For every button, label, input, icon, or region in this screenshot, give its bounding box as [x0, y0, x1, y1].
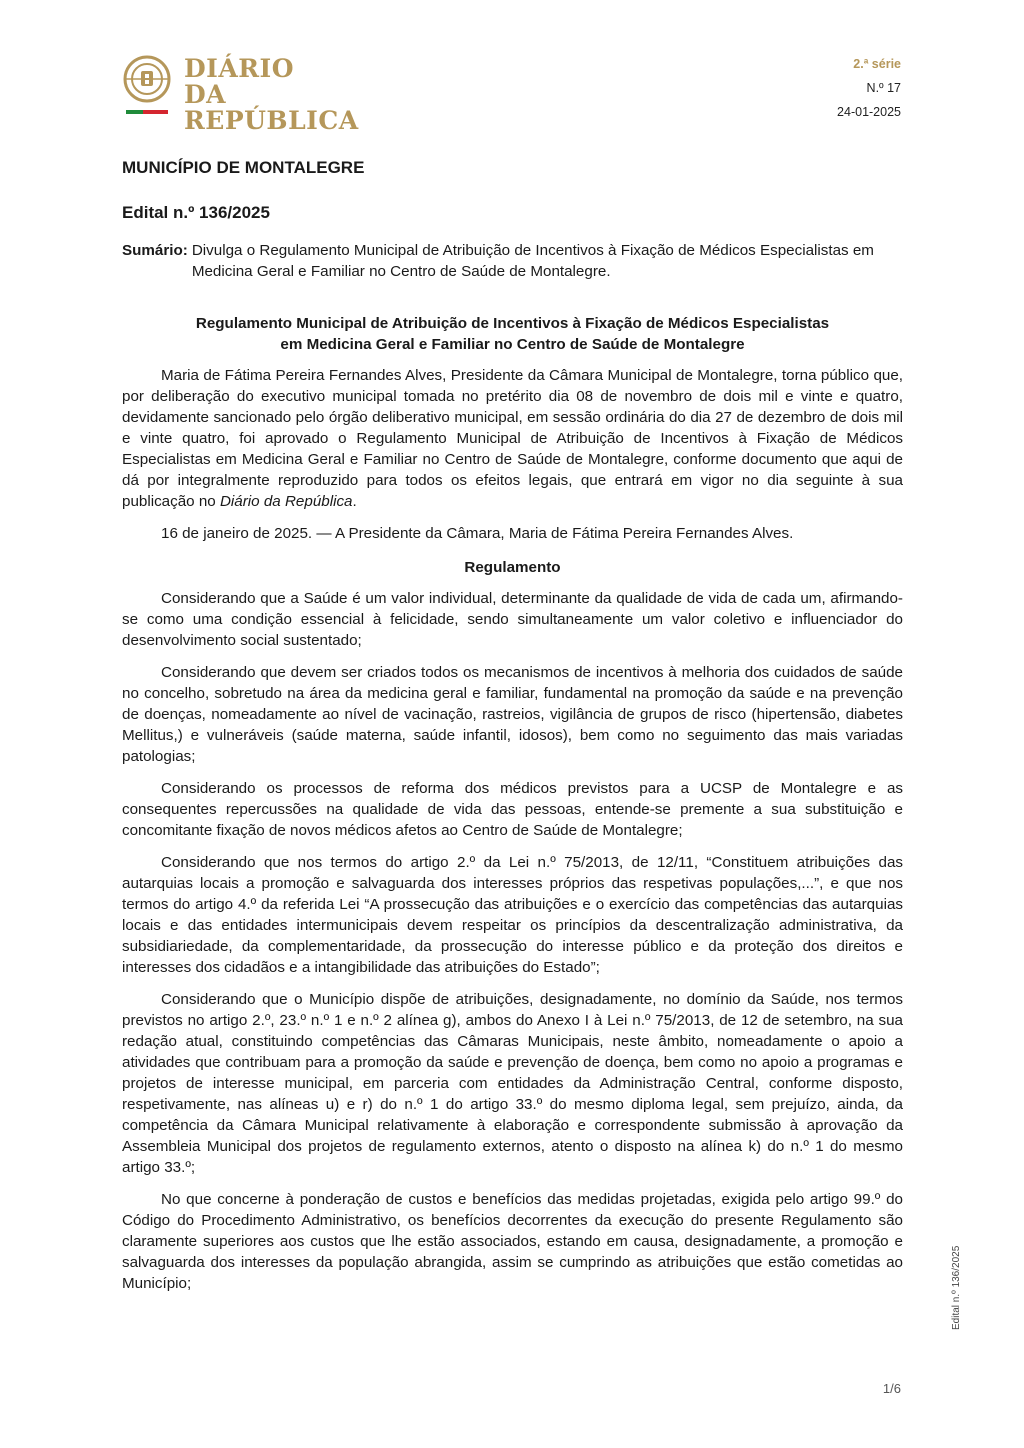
logo-line-2: DA REPÚBLICA [184, 80, 359, 135]
page-header [0, 0, 1024, 135]
logo-line-1: DIÁRIO [184, 54, 295, 83]
signature-date-line: 16 de janeiro de 2025. — A Presidente da Câmara, Maria de Fátima Pereira Fernandes Alves. [161, 525, 794, 542]
page-number: 1/6 [882, 1381, 901, 1396]
document-body [122, 156, 903, 1305]
summary-text: Divulga o Regulamento Municipal de Atribuição de Incentivos à Fixação de Médicos Especialistas em Medicina Geral e Familiar no Centro de Saúde de Montalegre. [191, 242, 874, 280]
body-paragraph: Considerando que a Saúde é um valor individual, determinante da qualidade de vida de cada um, afirmando-se como uma condição essencial à felicidade, sendo simultaneamente um valor coletivo e influenciador do desenvolvimento social sustentado; [122, 590, 903, 649]
body-paragraph: Considerando que devem ser criados todos os mecanismos de incentivos à melhoria dos cuidados de saúde no concelho, sobretudo na área da medicina geral e familiar, fundamental na promoção da saúde e na prevenção de doenças, nomeadamente ao nível de vacinação, rastreios, vigilância de grupos de risco (hipertensão, diabetes Mellitus,) e vulneráveis (saúde materna, saúde infantil, idosos), bem como no seguimento das mais variadas patologias; [122, 664, 903, 765]
regulation-title-line-1: Regulamento Municipal de Atribuição de Incentivos à Fixação de Médicos Especialistas [195, 315, 830, 332]
intro-text: Maria de Fátima Pereira Fernandes Alves, Presidente da Câmara Municipal de Montalegre, torna público que, por deliberação do executivo municipal tomada no pretérito dia 08 de novembro de dois mil e vinte e quatro, devidamente sancionado pelo órgão deliberativo municipal, em sessão ordinária do dia 27 de dezembro de dois mil e vinte quatro, foi aprovado o Regulamento Municipal de Atribuição de Incentivos à Fixação de Médicos Especialistas em Medicina Geral e Familiar no Centro de Saúde de Montalegre, conforme documento que aqui de dá por integralmente reproduzido para todos os efeitos legais, que entrará em vigor no dia seguinte à sua publicação no [122, 367, 903, 510]
entity-name: MUNICÍPIO DE MONTALEGRE [122, 158, 365, 177]
body-paragraph: Considerando os processos de reforma dos médicos previstos para a UCSP de Montalegre e as consequentes repercussões na qualidade de vida das pessoas, entende-se premente a sua substituição e concomitante fixação de novos médicos afetos ao Centro de Saúde de Montalegre; [122, 780, 903, 839]
flag-green-segment [126, 110, 143, 114]
body-paragraph: Considerando que o Município dispõe de atribuições, designadamente, no domínio da Saúde, nos termos previstos no artigo 2.º, 23.º n.º 1 e n.º 2 alínea g), ambos do Anexo I à Lei n.º 75/2013, de 12 de setembro, na sua redação atual, constituindo competências das Câmaras Municipais, neste âmbito, nomeadamente o apoio a atividades que contribuam para a promoção da saúde e prevenção de doença, bem como no apoio a programas e projetos de interesse municipal, em parceria com entidades da Administração Central, conforme disposto, respetivamente, nas alíneas u) e r) do n.º 1 do artigo 33.º do mesmo diploma legal, sem prejuízo, ainda, da competência da Câmara Municipal relativamente à elaboração e correspondente submissão à aprovação da Assembleia Municipal dos projetos de regulamento externos, atento o disposto na alínea k) do n.º 1 do mesmo artigo 33.º; [122, 991, 903, 1176]
section-title: Regulamento [464, 559, 561, 576]
publication-meta [837, 52, 901, 124]
series-label: 2.ª série [853, 57, 901, 71]
logo-wordmark [184, 56, 392, 134]
flag-red-segment [143, 110, 168, 114]
flag-stripe [126, 110, 168, 114]
intro-italic-text: Diário da República [219, 493, 353, 510]
coat-of-arms-icon [122, 54, 172, 104]
summary [122, 240, 903, 282]
publication-date: 24-01-2025 [837, 105, 901, 119]
body-paragraph: No que concerne à ponderação de custos e benefícios das medidas projetadas, exigida pelo artigo 99.º do Código do Procedimento Administrativo, os benefícios decorrentes da execução do presente Regulamento são claramente superiores aos custos que lhe estão associados, estando em causa, designadamente, a promoção e salvaguarda dos interesses da população abrangida, assim se cumprindo as atribuições que estão cometidas ao Município; [122, 1191, 903, 1292]
regulation-title-line-2: em Medicina Geral e Familiar no Centro de Saúde de Montalegre [280, 336, 745, 353]
diario-da-republica-logo [122, 54, 392, 135]
side-edital-reference: Edital n.º 136/2025 [951, 1245, 962, 1330]
edital-number: Edital n.º 136/2025 [122, 203, 270, 222]
intro-paragraph [122, 365, 903, 512]
issue-number: N.º 17 [866, 81, 901, 95]
intro-end-text: . [352, 493, 357, 510]
regulation-title [122, 313, 903, 355]
summary-label: Sumário: [122, 242, 188, 259]
body-paragraph: Considerando que nos termos do artigo 2.º da Lei n.º 75/2013, de 12/11, “Constituem atribuições das autarquias locais a promoção e salvaguarda dos interesses próprios das respetivas populações,...”, e que nos termos do artigo 4.º da referida Lei “A prossecução das atribuições e o exercício das competências das autarquias locais e das entidades intermunicipais devem respeitar os princípios da descentralização administrativa, da subsidiariedade, da complementaridade, da prossecução do interesse público e da proteção dos direitos e interesses dos cidadãos e a intangibilidade das atribuições do Estado”; [122, 854, 903, 976]
